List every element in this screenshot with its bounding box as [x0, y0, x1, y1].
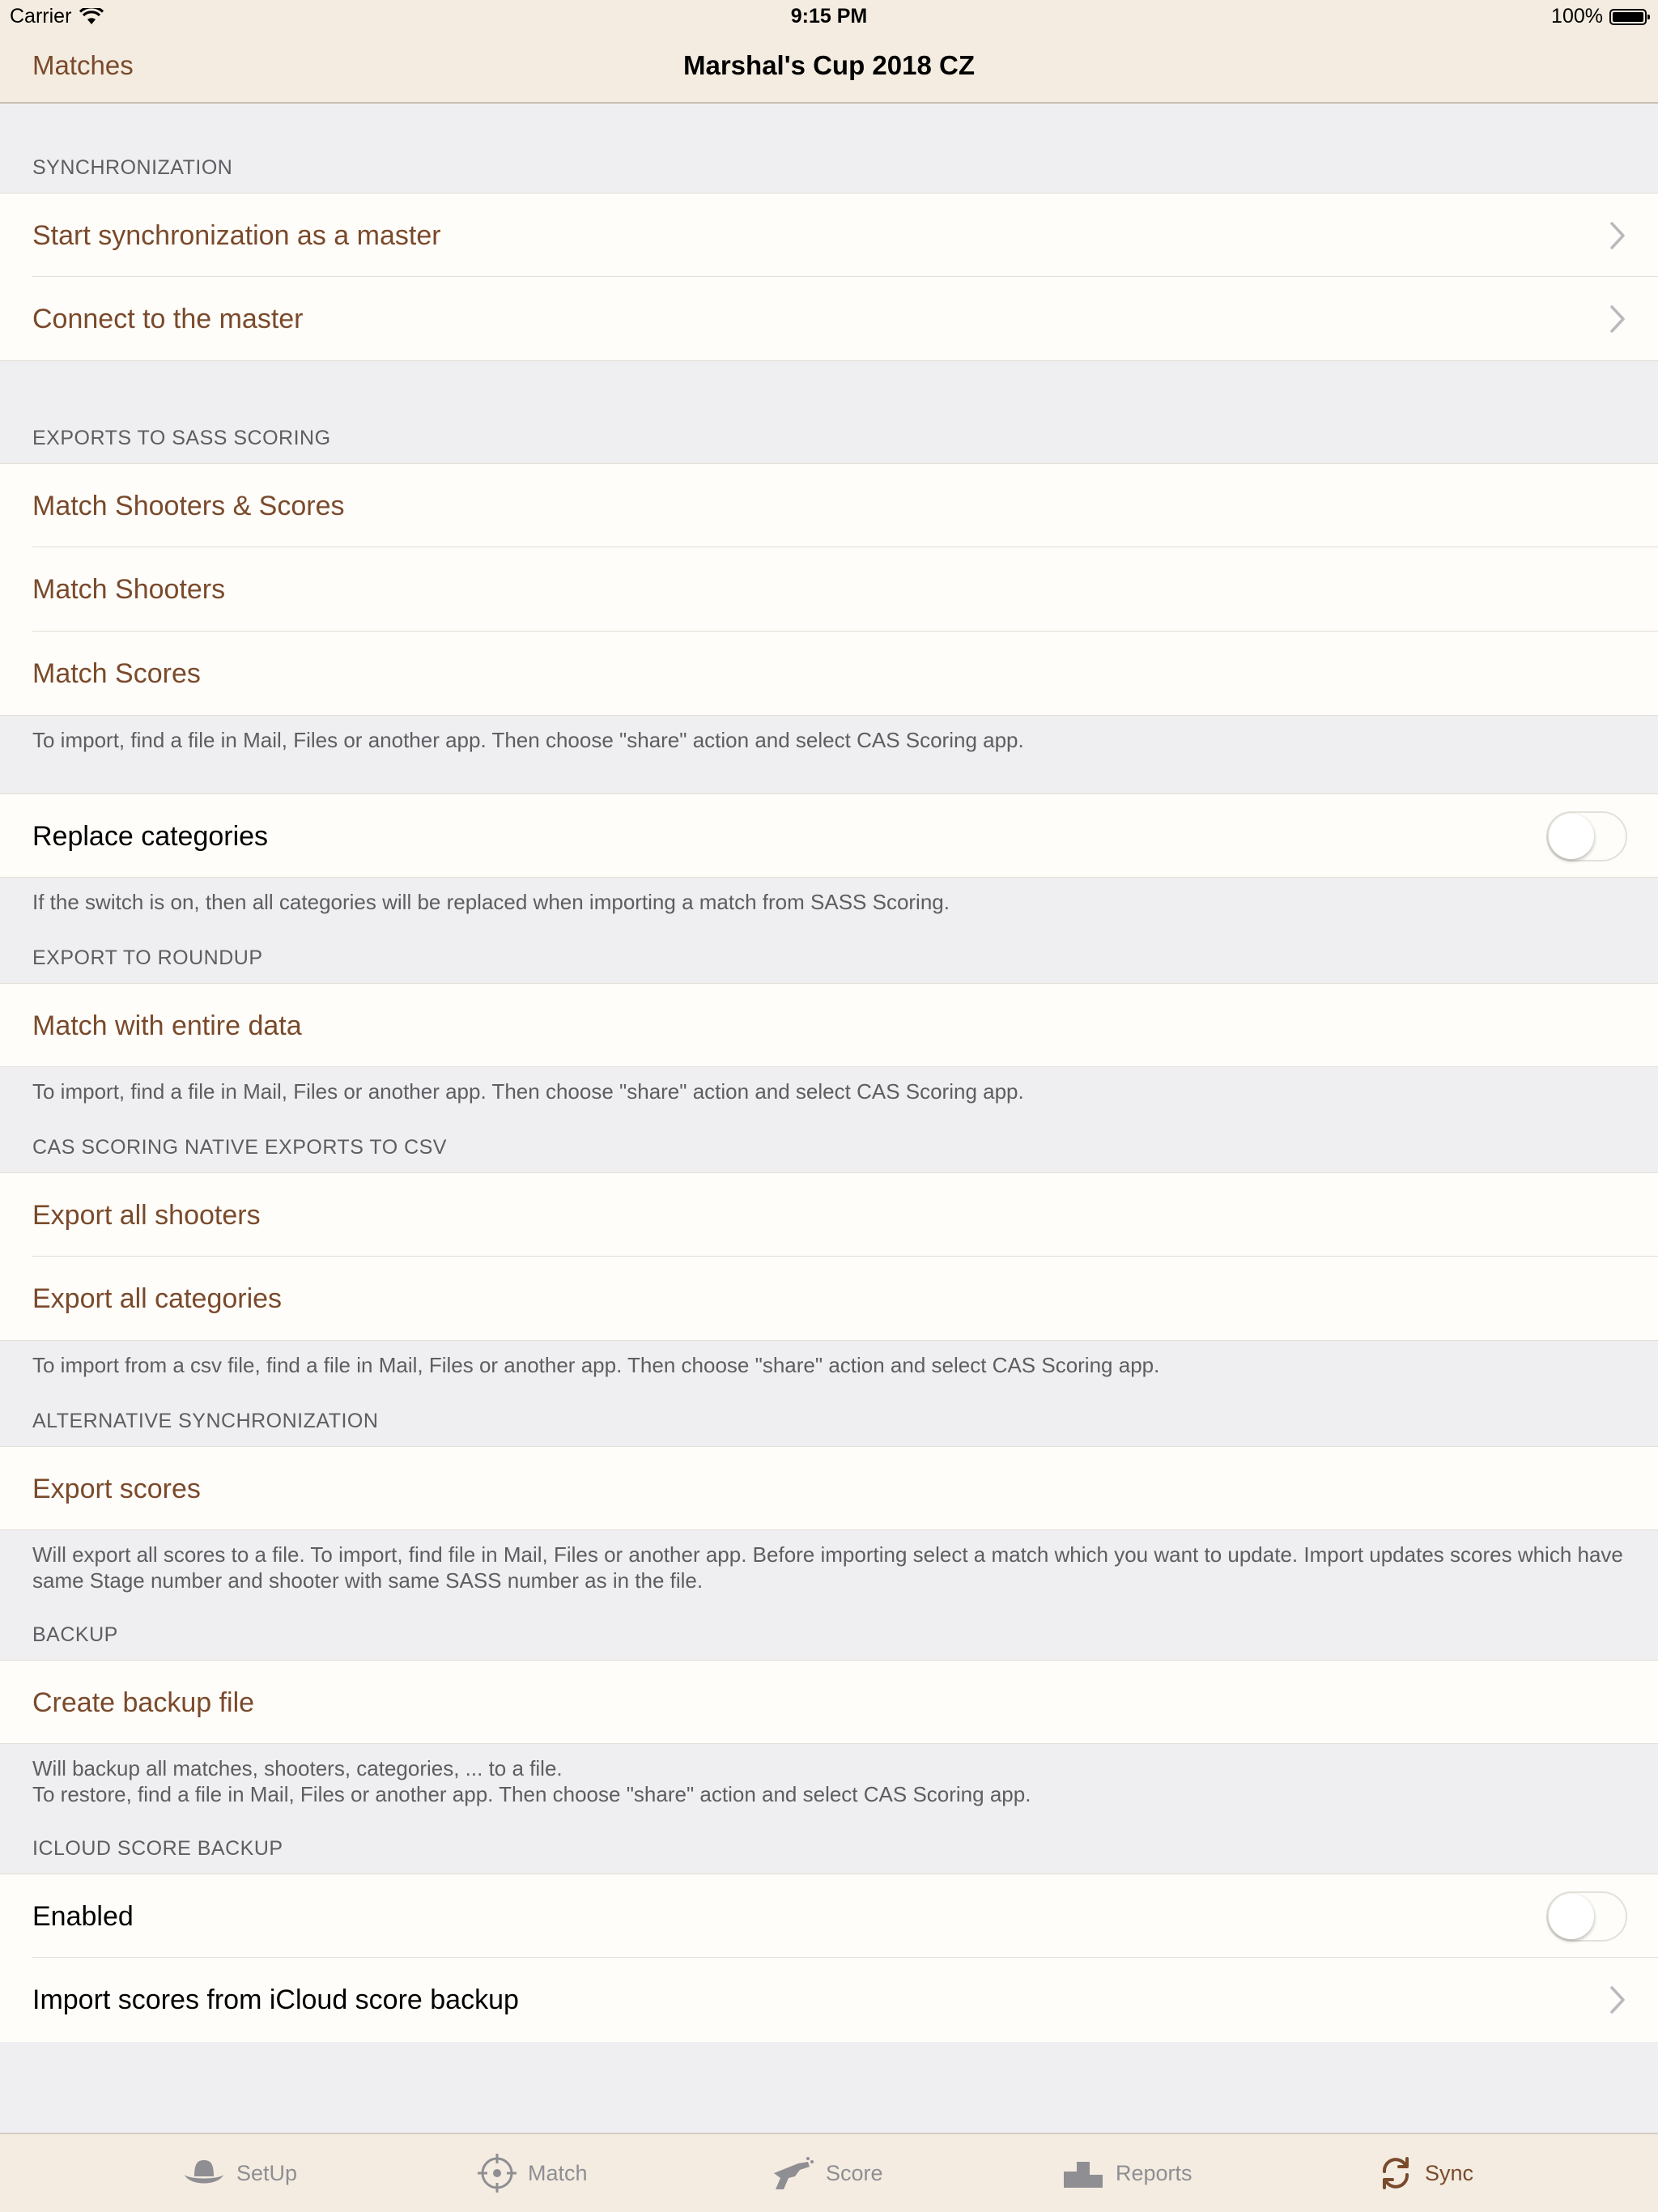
section-header-backup [0, 1616, 1658, 1660]
footer-text: To import, find a file in Mail, Files or another app. Then choose "share" action and select CAS Scoring app. [32, 728, 1024, 752]
clock: 9:15 PM [790, 5, 868, 28]
tab-label: Score [826, 2160, 883, 2185]
tab-label: Reports [1116, 2160, 1192, 2185]
roundup-footer-note [0, 1067, 1658, 1129]
replace-categories-row [0, 793, 1658, 878]
crosshair-icon [478, 2154, 517, 2193]
import-icloud-scores-row[interactable] [0, 1958, 1658, 2042]
cowboy-hat-icon [183, 2157, 225, 2189]
replace-categories-toggle[interactable] [1546, 811, 1627, 861]
row-label: Export scores [32, 1474, 201, 1504]
section-header-alternative-sync [0, 1402, 1658, 1446]
match-entire-data-row[interactable] [0, 983, 1658, 1067]
tab-score[interactable] [771, 2149, 883, 2197]
export-all-categories-row[interactable] [0, 1257, 1658, 1341]
section-header-roundup [0, 939, 1658, 983]
tab-setup[interactable] [183, 2149, 297, 2197]
sass-footer-note [0, 716, 1658, 793]
toggle-knob [1549, 1894, 1594, 1939]
icloud-enabled-row [0, 1874, 1658, 1958]
tab-label: Match [528, 2160, 588, 2185]
backup-footer-note [0, 1744, 1658, 1830]
section-header-icloud [0, 1830, 1658, 1874]
carrier-label: Carrier [10, 5, 72, 28]
section-header-label: BACKUP [32, 1623, 118, 1646]
section-header-synchronization [0, 104, 1658, 193]
row-label: Match Scores [32, 658, 201, 689]
navigation-bar [0, 32, 1658, 104]
replace-footer-note [0, 878, 1658, 939]
sync-icon [1378, 2155, 1414, 2191]
section-header-label: ICLOUD SCORE BACKUP [32, 1837, 283, 1860]
section-header-sass-exports [0, 361, 1658, 463]
section-header-label: EXPORTS TO SASS SCORING [32, 427, 331, 449]
footer-text-line-2: To restore, find a file in Mail, Files or another app. Then choose "share" action and select CAS Scoring app. [32, 1782, 1031, 1806]
export-shooters-row[interactable] [0, 547, 1658, 632]
row-label: Match Shooters & Scores [32, 491, 345, 521]
connect-master-row[interactable] [0, 277, 1658, 361]
tab-sync[interactable] [1378, 2149, 1473, 2197]
export-scores-row[interactable] [0, 632, 1658, 716]
footer-text-line-1: Will backup all matches, shooters, categories, ... to a file. [32, 1756, 563, 1780]
create-backup-row[interactable] [0, 1660, 1658, 1744]
footer-text: To import, find a file in Mail, Files or another app. Then choose "share" action and select CAS Scoring app. [32, 1079, 1024, 1104]
battery-percent: 100% [1551, 5, 1603, 28]
footer-text: If the switch is on, then all categories will be replaced when importing a match from SASS Scoring. [32, 890, 950, 914]
alt-footer-note [0, 1530, 1658, 1616]
section-header-label: EXPORT TO ROUNDUP [32, 946, 263, 969]
section-header-label: CAS SCORING NATIVE EXPORTS TO CSV [32, 1136, 447, 1159]
section-header-label: SYNCHRONIZATION [32, 156, 233, 179]
row-label: Start synchronization as a master [32, 220, 441, 251]
tab-match[interactable] [478, 2149, 588, 2197]
export-shooters-scores-row[interactable] [0, 463, 1658, 547]
footer-text: To import from a csv file, find a file in Mail, Files or another app. Then choose "share" action and select CAS Scoring app. [32, 1353, 1160, 1377]
alt-export-scores-row[interactable] [0, 1446, 1658, 1530]
row-label: Create backup file [32, 1687, 255, 1718]
status-bar [0, 0, 1658, 32]
row-label: Export all categories [32, 1283, 283, 1314]
row-label: Import scores from iCloud score backup [32, 1984, 519, 2015]
chevron-right-icon [1609, 221, 1626, 250]
row-label: Enabled [32, 1901, 134, 1932]
battery-indicator [1551, 5, 1647, 28]
tab-reports[interactable] [1062, 2149, 1192, 2197]
csv-footer-note [0, 1341, 1658, 1402]
podium-icon [1062, 2159, 1104, 2188]
revolver-icon [771, 2155, 814, 2191]
icloud-enabled-toggle[interactable] [1546, 1891, 1627, 1942]
settings-list [0, 104, 1658, 2042]
row-label: Match Shooters [32, 574, 226, 605]
page-title: Marshal's Cup 2018 CZ [683, 50, 975, 80]
footer-text: Will export all scores to a file. To import, find file in Mail, Files or another app. Before importing select a match which you want to update. Import updates scores which have same Stage number and shooter with same SASS number as in the file. [32, 1542, 1623, 1593]
back-button-matches[interactable]: Matches [32, 50, 134, 80]
row-label: Export all shooters [32, 1200, 261, 1231]
row-label: Match with entire data [32, 1010, 302, 1041]
row-label: Replace categories [32, 821, 269, 852]
chevron-right-icon [1609, 304, 1626, 334]
toggle-knob [1549, 814, 1594, 859]
tab-bar [0, 2133, 1658, 2212]
section-header-csv [0, 1129, 1658, 1172]
start-sync-master-row[interactable] [0, 193, 1658, 277]
tab-label: Sync [1425, 2160, 1474, 2185]
chevron-right-icon [1609, 1985, 1626, 2014]
tab-label: SetUp [236, 2160, 298, 2185]
section-header-label: ALTERNATIVE SYNCHRONIZATION [32, 1410, 379, 1432]
row-label: Connect to the master [32, 304, 304, 334]
export-all-shooters-row[interactable] [0, 1172, 1658, 1257]
battery-icon [1609, 9, 1647, 25]
